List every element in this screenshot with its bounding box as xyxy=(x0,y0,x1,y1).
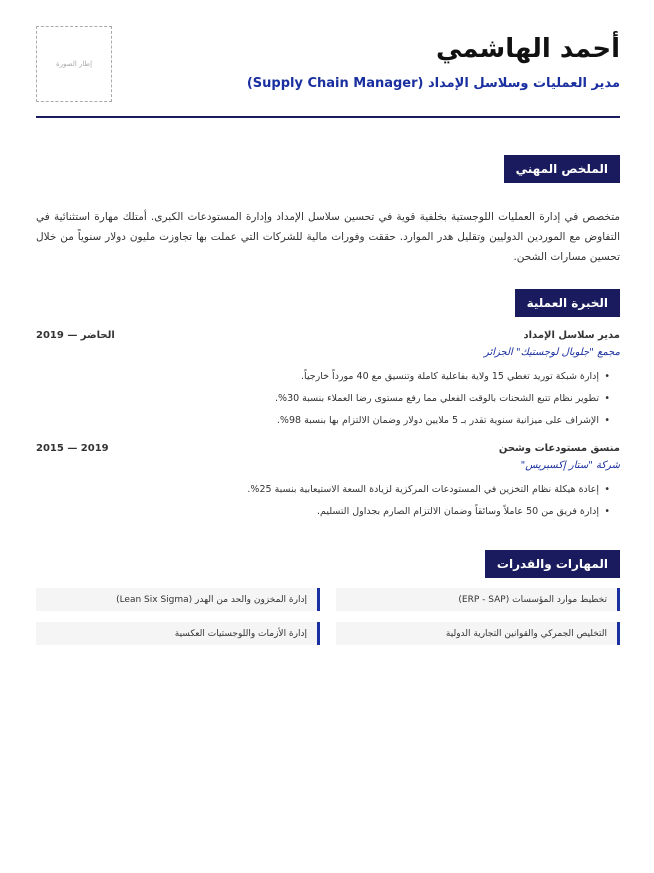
skills-grid xyxy=(36,588,620,646)
skill-item: تخطيط موارد المؤسسات (ERP - SAP) xyxy=(336,588,620,611)
resume-header xyxy=(36,26,620,118)
skills-heading: المهارات والقدرات xyxy=(485,550,620,578)
list-item: • تطوير نظام تتبع الشحنات بالوقت الفعلي مما رفع مستوى رضا العملاء بنسبة 30%. xyxy=(275,388,610,410)
list-item: • إدارة شبكة توريد تغطي 15 ولاية بفاعلية كاملة وتنسيق مع 40 مورداً خارجياً. xyxy=(275,366,610,388)
skill-item: إدارة المخزون والحد من الهدر (Lean Six Sigma) xyxy=(36,588,320,611)
job-achievements xyxy=(247,479,610,523)
job-entry xyxy=(36,443,620,523)
job-role: مدير سلاسل الإمداد xyxy=(523,330,620,341)
job-date: 2019 — الحاضر xyxy=(36,330,115,341)
photo-label: إطار الصورة xyxy=(55,60,93,68)
job-achievements xyxy=(275,366,610,432)
list-item: • إدارة فريق من 50 عاملاً وسائقاً وضمان الالتزام الصارم بجداول التسليم. xyxy=(247,501,610,523)
job-entry xyxy=(36,330,620,430)
skill-item: التخليص الجمركي والقوانين التجارية الدولية xyxy=(336,622,620,645)
job-role: منسق مستودعات وشحن xyxy=(498,443,620,454)
job-company: شركة "ستار إكسبريس" xyxy=(520,460,620,471)
skill-item: إدارة الأزمات واللوجستيات العكسية xyxy=(36,622,320,645)
job-company: مجمع "جلوبال لوجستيك" الجزائر xyxy=(483,347,620,358)
summary-heading: الملخص المهني xyxy=(504,155,620,183)
candidate-name: أحمد الهاشمي xyxy=(435,34,620,64)
list-item: • إعادة هيكلة نظام التخزين في المستودعات المركزية لزيادة السعة الاستيعابية بنسبة 25%. xyxy=(247,479,610,501)
experience-heading: الخبرة العملية xyxy=(515,289,620,317)
candidate-title: مدير العمليات وسلاسل الإمداد (Supply Chain Manager) xyxy=(246,76,620,91)
job-date: 2015 — 2019 xyxy=(36,443,109,454)
summary-text: متخصص في إدارة العمليات اللوجستية بخلفية قوية في تحسين سلاسل الإمداد وإدارة المستودعات الكبرى. أمتلك مهارة استثنائية في التفاوض مع الموردين الدوليين وتقليل هدر الموارد. حققت وفورات مالية للشركات التي عملت بها تجاوزت مليون دولار سنوياً من خلال تحسين مسارات الشحن. xyxy=(36,211,620,263)
list-item: • الإشراف على ميزانية سنوية تقدر بـ 5 ملايين دولار وضمان الالتزام بها بنسبة 98%. xyxy=(275,410,610,432)
photo-placeholder[interactable] xyxy=(36,26,112,102)
